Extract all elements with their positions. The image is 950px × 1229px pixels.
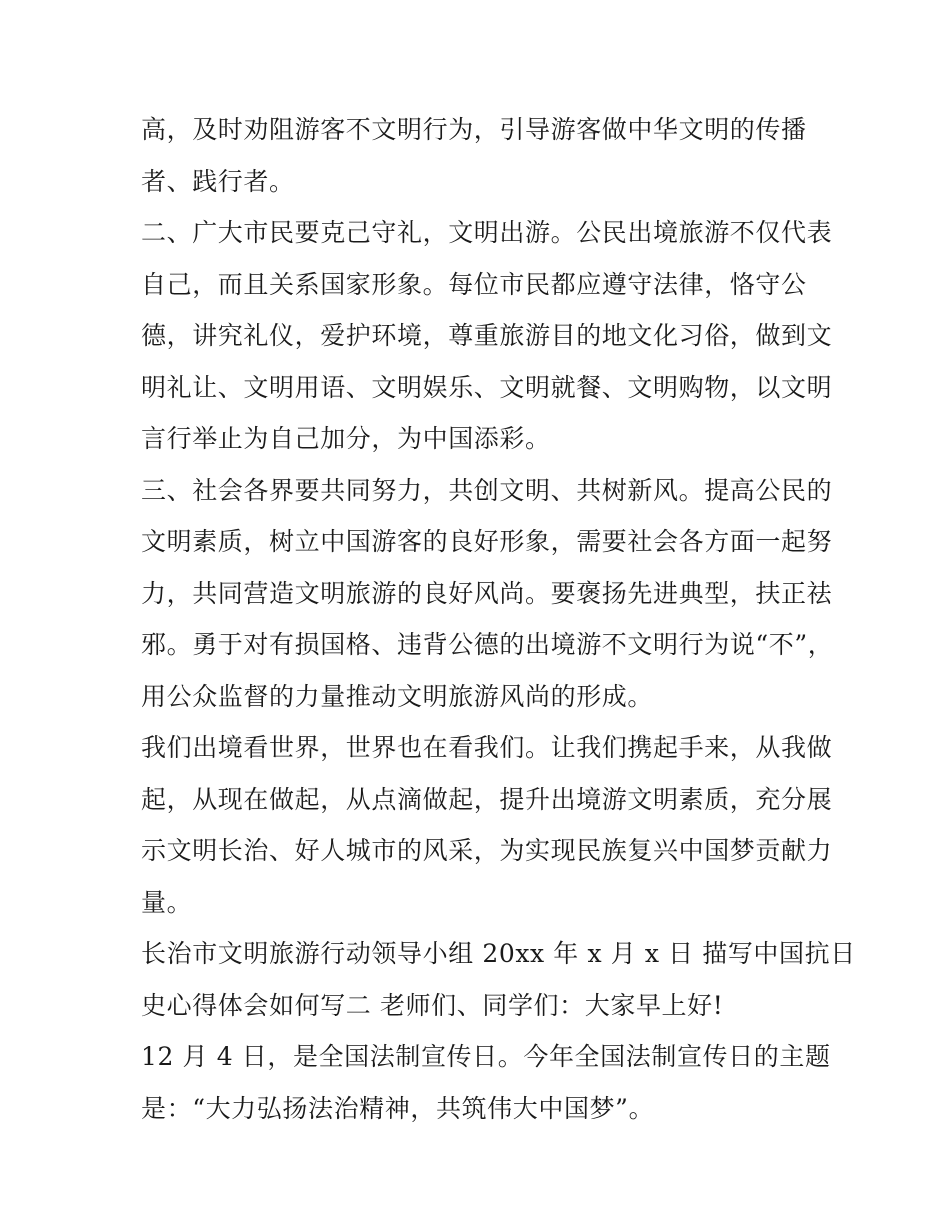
document-body bbox=[141, 104, 856, 1134]
text-line: 自己，而且关系国家形象。每位市民都应遵守法律，恪守公 bbox=[141, 269, 807, 299]
text-line: 量。 bbox=[141, 887, 193, 917]
text-line: 示文明长治、好人城市的风采，为实现民族复兴中国梦贡献力 bbox=[141, 836, 833, 865]
text-line: 言行举止为自己加分，为中国添彩。 bbox=[141, 424, 551, 453]
text-line: 明礼让、文明用语、文明娱乐、文明就餐、文明购物，以文明 bbox=[141, 372, 833, 402]
text-line: 高，及时劝阻游客不文明行为，引导游客做中华文明的传播 bbox=[141, 115, 807, 144]
text-line: 三、社会各界要共同努力，共创文明、共树新风。提高公民的 bbox=[141, 475, 833, 505]
text-line: 邪。勇于对有损国格、违背公德的出境游不文明行为说“不”， bbox=[141, 630, 834, 659]
text-line: 力，共同营造文明旅游的良好风尚。要褒扬先进典型，扶正祛 bbox=[141, 578, 833, 608]
text-line: 者、践行者。 bbox=[141, 166, 295, 196]
text-line: 文明素质，树立中国游客的良好形象，需要社会各方面一起努 bbox=[141, 527, 833, 556]
text-line: 起，从现在做起，从点滴做起，提升出境游文明素质，充分展 bbox=[141, 784, 833, 814]
text-line: 12 月 4 日，是全国法制宣传日。今年全国法制宣传日的主题 bbox=[141, 1042, 831, 1071]
text-line: 我们出境看世界，世界也在看我们。让我们携起手来，从我做 bbox=[141, 733, 833, 762]
text-line: 德，讲究礼仪，爱护环境，尊重旅游目的地文化习俗，做到文 bbox=[141, 321, 833, 350]
text-line: 是：“大力弘扬法治精神，共筑伟大中国梦”。 bbox=[141, 1093, 655, 1123]
text-line: 史心得体会如何写二 老师们、同学们：大家早上好! bbox=[141, 990, 724, 1020]
text-line: 长治市文明旅游行动领导小组 20xx 年 x 月 x 日 描写中国抗日 bbox=[141, 939, 856, 968]
text-line: 二、广大市民要克己守礼，文明出游。公民出境旅游不仅代表 bbox=[141, 218, 833, 247]
text-line: 用公众监督的力量推动文明旅游风尚的形成。 bbox=[141, 681, 654, 711]
